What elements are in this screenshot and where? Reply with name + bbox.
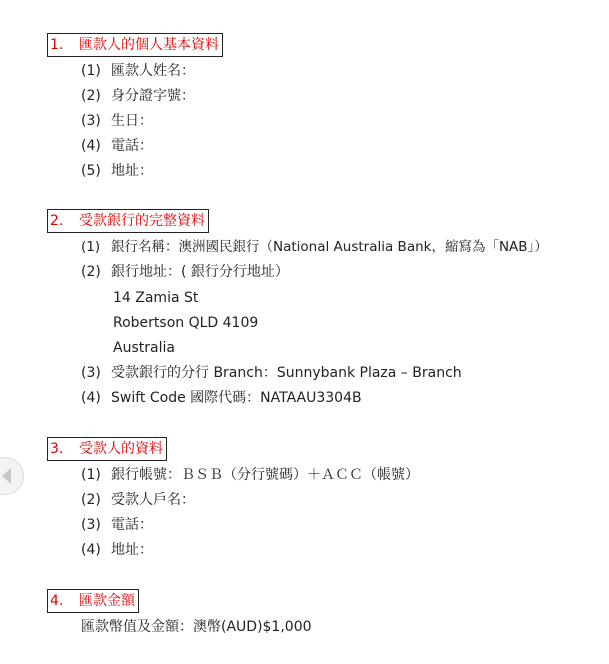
list-item: (3) 受款銀行的分行 Branch：Sunnybank Plaza – Branch (81, 365, 462, 381)
list-item: (3) 電話： (81, 517, 153, 533)
section-number: 2. (50, 213, 64, 229)
list-item: (4) 電話： (81, 138, 153, 154)
section-title: 受款銀行的完整資料 (79, 213, 205, 229)
list-item: (1) 銀行名稱：澳洲國民銀行（National Australia Bank，縮寫為「NAB」） (81, 239, 548, 255)
address-line: Australia (113, 340, 175, 356)
section-number: 4. (50, 593, 64, 609)
list-item: (3) 生日： (81, 113, 153, 129)
list-item: (4) Swift Code 國際代碼：NATAAU3304B (81, 390, 362, 406)
section-title: 匯款金額 (79, 593, 135, 609)
list-item: (2) 銀行地址：( 銀行分行地址） (81, 264, 289, 280)
section-4-heading (47, 589, 139, 613)
list-item: (4) 地址： (81, 542, 153, 558)
address-line: 14 Zamia St (113, 290, 199, 306)
list-item: (2) 身分證字號： (81, 88, 195, 104)
section-title: 匯款人的個人基本資料 (79, 37, 219, 53)
section-3-heading (47, 437, 167, 461)
list-item: (5) 地址： (81, 163, 153, 179)
list-item: (2) 受款人戶名： (81, 492, 195, 508)
chevron-left-icon (1, 467, 13, 485)
address-line: Robertson QLD 4109 (113, 315, 259, 331)
previous-page-button[interactable] (0, 457, 24, 495)
list-item: (1) 銀行帳號：ＢＳＢ（分行號碼）＋ＡＣＣ（帳號） (81, 467, 419, 483)
section-1-heading (47, 33, 223, 57)
section-title: 受款人的資料 (79, 441, 163, 457)
section-number: 3. (50, 441, 64, 457)
section-number: 1. (50, 37, 64, 53)
section-2-heading (47, 209, 209, 233)
list-item: (1) 匯款人姓名： (81, 63, 195, 79)
amount-line: 匯款幣值及金額：澳幣(AUD)$1,000 (81, 619, 312, 635)
